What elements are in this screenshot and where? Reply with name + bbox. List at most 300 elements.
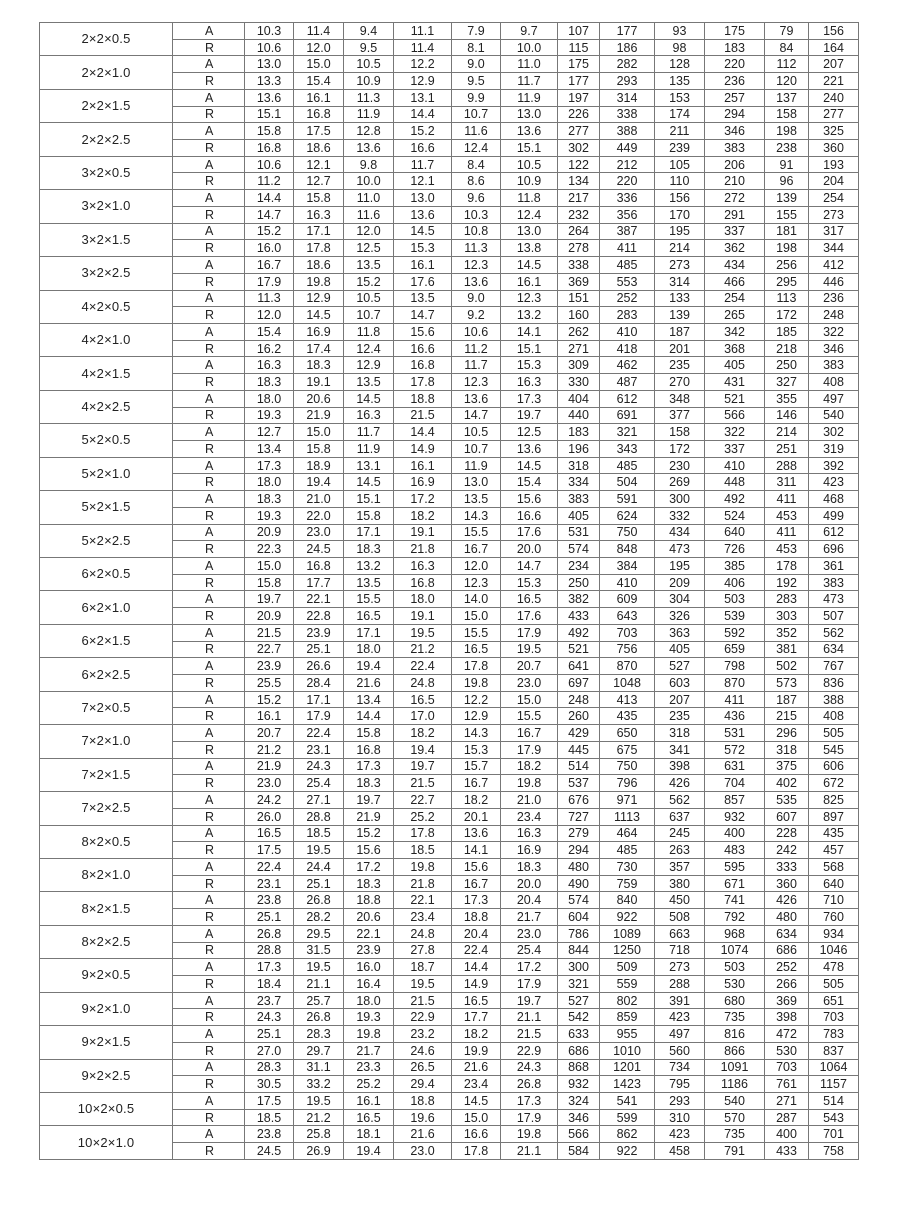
value-cell: 363 bbox=[655, 624, 705, 641]
value-cell: 12.3 bbox=[501, 290, 558, 307]
value-cell: 23.9 bbox=[245, 658, 294, 675]
value-cell: 17.2 bbox=[344, 858, 394, 875]
value-cell: 27.1 bbox=[294, 792, 344, 809]
value-cell: 16.9 bbox=[294, 323, 344, 340]
size-cell: 3×2×2.5 bbox=[40, 257, 173, 290]
value-cell: 318 bbox=[765, 741, 809, 758]
value-cell: 25.1 bbox=[245, 1026, 294, 1043]
value-cell: 14.9 bbox=[452, 975, 501, 992]
data-table bbox=[39, 22, 859, 1160]
table-row bbox=[40, 1126, 859, 1143]
value-cell: 23.8 bbox=[245, 892, 294, 909]
value-cell: 21.7 bbox=[344, 1042, 394, 1059]
value-cell: 17.7 bbox=[452, 1009, 501, 1026]
mode-cell: R bbox=[173, 507, 245, 524]
value-cell: 11.3 bbox=[452, 240, 501, 257]
value-cell: 201 bbox=[655, 340, 705, 357]
value-cell: 750 bbox=[600, 758, 655, 775]
value-cell: 134 bbox=[558, 173, 600, 190]
value-cell: 15.6 bbox=[394, 323, 452, 340]
value-cell: 18.8 bbox=[394, 390, 452, 407]
value-cell: 183 bbox=[558, 424, 600, 441]
value-cell: 25.2 bbox=[344, 1076, 394, 1093]
value-cell: 624 bbox=[600, 507, 655, 524]
value-cell: 23.4 bbox=[394, 909, 452, 926]
value-cell: 271 bbox=[765, 1093, 809, 1110]
value-cell: 254 bbox=[809, 190, 859, 207]
value-cell: 18.2 bbox=[394, 507, 452, 524]
value-cell: 23.1 bbox=[294, 741, 344, 758]
value-cell: 17.3 bbox=[452, 892, 501, 909]
value-cell: 13.3 bbox=[245, 73, 294, 90]
value-cell: 18.0 bbox=[344, 992, 394, 1009]
value-cell: 15.5 bbox=[344, 591, 394, 608]
table-row bbox=[40, 23, 859, 40]
value-cell: 269 bbox=[655, 474, 705, 491]
value-cell: 17.5 bbox=[294, 123, 344, 140]
value-cell: 22.4 bbox=[452, 942, 501, 959]
value-cell: 388 bbox=[600, 123, 655, 140]
value-cell: 24.5 bbox=[294, 541, 344, 558]
value-cell: 934 bbox=[809, 925, 859, 942]
value-cell: 317 bbox=[809, 223, 859, 240]
value-cell: 115 bbox=[558, 39, 600, 56]
value-cell: 15.1 bbox=[344, 491, 394, 508]
mode-cell: R bbox=[173, 173, 245, 190]
value-cell: 15.3 bbox=[501, 574, 558, 591]
value-cell: 786 bbox=[558, 925, 600, 942]
value-cell: 20.1 bbox=[452, 808, 501, 825]
value-cell: 603 bbox=[655, 675, 705, 692]
value-cell: 11.4 bbox=[294, 23, 344, 40]
value-cell: 18.0 bbox=[344, 641, 394, 658]
value-cell: 22.1 bbox=[344, 925, 394, 942]
value-cell: 303 bbox=[765, 608, 809, 625]
value-cell: 14.5 bbox=[344, 390, 394, 407]
value-cell: 607 bbox=[765, 808, 809, 825]
value-cell: 566 bbox=[705, 407, 765, 424]
value-cell: 631 bbox=[705, 758, 765, 775]
value-cell: 641 bbox=[558, 658, 600, 675]
value-cell: 177 bbox=[600, 23, 655, 40]
value-cell: 19.1 bbox=[394, 608, 452, 625]
value-cell: 11.2 bbox=[245, 173, 294, 190]
value-cell: 9.0 bbox=[452, 56, 501, 73]
value-cell: 25.4 bbox=[501, 942, 558, 959]
value-cell: 423 bbox=[655, 1126, 705, 1143]
value-cell: 22.4 bbox=[294, 725, 344, 742]
value-cell: 28.8 bbox=[294, 808, 344, 825]
value-cell: 271 bbox=[558, 340, 600, 357]
value-cell: 539 bbox=[705, 608, 765, 625]
mode-cell: A bbox=[173, 357, 245, 374]
size-cell: 9×2×0.5 bbox=[40, 959, 173, 992]
value-cell: 20.7 bbox=[245, 725, 294, 742]
value-cell: 485 bbox=[600, 257, 655, 274]
size-cell: 8×2×1.5 bbox=[40, 892, 173, 925]
value-cell: 10.9 bbox=[501, 173, 558, 190]
value-cell: 314 bbox=[600, 89, 655, 106]
value-cell: 431 bbox=[705, 374, 765, 391]
value-cell: 13.6 bbox=[452, 390, 501, 407]
value-cell: 11.8 bbox=[501, 190, 558, 207]
mode-cell: A bbox=[173, 1059, 245, 1076]
mode-cell: A bbox=[173, 89, 245, 106]
value-cell: 31.5 bbox=[294, 942, 344, 959]
value-cell: 11.7 bbox=[344, 424, 394, 441]
value-cell: 11.4 bbox=[394, 39, 452, 56]
value-cell: 21.6 bbox=[452, 1059, 501, 1076]
table-row bbox=[40, 123, 859, 140]
value-cell: 446 bbox=[809, 273, 859, 290]
value-cell: 398 bbox=[655, 758, 705, 775]
value-cell: 215 bbox=[765, 708, 809, 725]
value-cell: 23.0 bbox=[501, 925, 558, 942]
value-cell: 17.6 bbox=[501, 608, 558, 625]
value-cell: 13.6 bbox=[452, 273, 501, 290]
mode-cell: R bbox=[173, 1042, 245, 1059]
value-cell: 18.2 bbox=[394, 725, 452, 742]
value-cell: 14.4 bbox=[394, 106, 452, 123]
value-cell: 504 bbox=[600, 474, 655, 491]
value-cell: 25.5 bbox=[245, 675, 294, 692]
value-cell: 573 bbox=[765, 675, 809, 692]
value-cell: 19.4 bbox=[344, 658, 394, 675]
value-cell: 12.9 bbox=[452, 708, 501, 725]
value-cell: 710 bbox=[809, 892, 859, 909]
table-row bbox=[40, 56, 859, 73]
value-cell: 15.3 bbox=[501, 357, 558, 374]
size-cell: 9×2×1.5 bbox=[40, 1026, 173, 1059]
value-cell: 718 bbox=[655, 942, 705, 959]
value-cell: 20.9 bbox=[245, 524, 294, 541]
value-cell: 686 bbox=[765, 942, 809, 959]
value-cell: 21.5 bbox=[394, 775, 452, 792]
value-cell: 14.1 bbox=[452, 842, 501, 859]
value-cell: 28.2 bbox=[294, 909, 344, 926]
value-cell: 12.7 bbox=[294, 173, 344, 190]
value-cell: 16.3 bbox=[501, 825, 558, 842]
value-cell: 473 bbox=[809, 591, 859, 608]
value-cell: 17.5 bbox=[245, 1093, 294, 1110]
value-cell: 566 bbox=[558, 1126, 600, 1143]
value-cell: 412 bbox=[809, 257, 859, 274]
value-cell: 185 bbox=[765, 323, 809, 340]
value-cell: 825 bbox=[809, 792, 859, 809]
mode-cell: A bbox=[173, 156, 245, 173]
value-cell: 457 bbox=[809, 842, 859, 859]
table-row bbox=[40, 390, 859, 407]
table-row bbox=[40, 925, 859, 942]
value-cell: 735 bbox=[705, 1126, 765, 1143]
size-cell: 6×2×1.5 bbox=[40, 624, 173, 657]
value-cell: 24.4 bbox=[294, 858, 344, 875]
value-cell: 16.8 bbox=[294, 558, 344, 575]
mode-cell: A bbox=[173, 624, 245, 641]
mode-cell: A bbox=[173, 959, 245, 976]
value-cell: 10.7 bbox=[344, 307, 394, 324]
value-cell: 17.3 bbox=[245, 959, 294, 976]
value-cell: 12.0 bbox=[452, 558, 501, 575]
value-cell: 9.2 bbox=[452, 307, 501, 324]
value-cell: 21.5 bbox=[245, 624, 294, 641]
value-cell: 17.8 bbox=[452, 658, 501, 675]
value-cell: 17.9 bbox=[245, 273, 294, 290]
value-cell: 19.6 bbox=[394, 1109, 452, 1126]
value-cell: 377 bbox=[655, 407, 705, 424]
value-cell: 10.6 bbox=[245, 39, 294, 56]
value-cell: 17.0 bbox=[394, 708, 452, 725]
value-cell: 429 bbox=[558, 725, 600, 742]
value-cell: 23.4 bbox=[501, 808, 558, 825]
mode-cell: A bbox=[173, 56, 245, 73]
value-cell: 16.8 bbox=[294, 106, 344, 123]
value-cell: 932 bbox=[705, 808, 765, 825]
value-cell: 514 bbox=[809, 1093, 859, 1110]
value-cell: 562 bbox=[809, 624, 859, 641]
value-cell: 507 bbox=[809, 608, 859, 625]
value-cell: 383 bbox=[558, 491, 600, 508]
mode-cell: R bbox=[173, 808, 245, 825]
value-cell: 791 bbox=[705, 1143, 765, 1160]
value-cell: 17.3 bbox=[344, 758, 394, 775]
value-cell: 485 bbox=[600, 842, 655, 859]
value-cell: 400 bbox=[705, 825, 765, 842]
value-cell: 15.5 bbox=[452, 524, 501, 541]
value-cell: 135 bbox=[655, 73, 705, 90]
value-cell: 362 bbox=[705, 240, 765, 257]
value-cell: 158 bbox=[655, 424, 705, 441]
value-cell: 287 bbox=[765, 1109, 809, 1126]
value-cell: 13.5 bbox=[344, 374, 394, 391]
value-cell: 324 bbox=[558, 1093, 600, 1110]
value-cell: 357 bbox=[655, 858, 705, 875]
size-cell: 2×2×1.0 bbox=[40, 56, 173, 89]
value-cell: 704 bbox=[705, 775, 765, 792]
table-row bbox=[40, 591, 859, 608]
value-cell: 676 bbox=[558, 792, 600, 809]
value-cell: 671 bbox=[705, 875, 765, 892]
value-cell: 675 bbox=[600, 741, 655, 758]
value-cell: 21.9 bbox=[344, 808, 394, 825]
value-cell: 16.8 bbox=[245, 140, 294, 157]
value-cell: 156 bbox=[809, 23, 859, 40]
value-cell: 11.0 bbox=[344, 190, 394, 207]
value-cell: 18.8 bbox=[344, 892, 394, 909]
value-cell: 13.5 bbox=[344, 257, 394, 274]
value-cell: 29.4 bbox=[394, 1076, 452, 1093]
value-cell: 368 bbox=[705, 340, 765, 357]
value-cell: 25.1 bbox=[294, 875, 344, 892]
value-cell: 250 bbox=[765, 357, 809, 374]
value-cell: 14.4 bbox=[344, 708, 394, 725]
table-row bbox=[40, 858, 859, 875]
value-cell: 426 bbox=[765, 892, 809, 909]
value-cell: 897 bbox=[809, 808, 859, 825]
value-cell: 26.0 bbox=[245, 808, 294, 825]
value-cell: 633 bbox=[558, 1026, 600, 1043]
value-cell: 98 bbox=[655, 39, 705, 56]
value-cell: 187 bbox=[655, 323, 705, 340]
value-cell: 1064 bbox=[809, 1059, 859, 1076]
value-cell: 22.7 bbox=[394, 792, 452, 809]
value-cell: 15.3 bbox=[394, 240, 452, 257]
value-cell: 33.2 bbox=[294, 1076, 344, 1093]
value-cell: 15.7 bbox=[452, 758, 501, 775]
value-cell: 14.5 bbox=[452, 1093, 501, 1110]
value-cell: 759 bbox=[600, 875, 655, 892]
value-cell: 435 bbox=[809, 825, 859, 842]
value-cell: 326 bbox=[655, 608, 705, 625]
value-cell: 239 bbox=[655, 140, 705, 157]
value-cell: 28.3 bbox=[294, 1026, 344, 1043]
mode-cell: R bbox=[173, 1143, 245, 1160]
value-cell: 540 bbox=[809, 407, 859, 424]
value-cell: 177 bbox=[558, 73, 600, 90]
value-cell: 574 bbox=[558, 892, 600, 909]
value-cell: 14.5 bbox=[294, 307, 344, 324]
value-cell: 133 bbox=[655, 290, 705, 307]
value-cell: 26.8 bbox=[245, 925, 294, 942]
mode-cell: A bbox=[173, 457, 245, 474]
value-cell: 16.6 bbox=[501, 507, 558, 524]
value-cell: 15.8 bbox=[294, 440, 344, 457]
value-cell: 410 bbox=[705, 457, 765, 474]
table-row bbox=[40, 1093, 859, 1110]
value-cell: 508 bbox=[655, 909, 705, 926]
value-cell: 15.6 bbox=[452, 858, 501, 875]
value-cell: 293 bbox=[655, 1093, 705, 1110]
value-cell: 20.7 bbox=[501, 658, 558, 675]
value-cell: 207 bbox=[809, 56, 859, 73]
value-cell: 23.0 bbox=[501, 675, 558, 692]
value-cell: 9.0 bbox=[452, 290, 501, 307]
value-cell: 266 bbox=[765, 975, 809, 992]
value-cell: 27.8 bbox=[394, 942, 452, 959]
value-cell: 24.3 bbox=[501, 1059, 558, 1076]
table-row bbox=[40, 792, 859, 809]
value-cell: 391 bbox=[655, 992, 705, 1009]
value-cell: 375 bbox=[765, 758, 809, 775]
value-cell: 314 bbox=[655, 273, 705, 290]
value-cell: 234 bbox=[558, 558, 600, 575]
value-cell: 15.0 bbox=[294, 424, 344, 441]
value-cell: 17.1 bbox=[344, 624, 394, 641]
value-cell: 591 bbox=[600, 491, 655, 508]
value-cell: 634 bbox=[809, 641, 859, 658]
value-cell: 562 bbox=[655, 792, 705, 809]
mode-cell: R bbox=[173, 106, 245, 123]
value-cell: 13.0 bbox=[452, 474, 501, 491]
size-cell: 4×2×0.5 bbox=[40, 290, 173, 323]
value-cell: 248 bbox=[809, 307, 859, 324]
value-cell: 343 bbox=[600, 440, 655, 457]
value-cell: 214 bbox=[655, 240, 705, 257]
value-cell: 16.8 bbox=[394, 357, 452, 374]
value-cell: 568 bbox=[809, 858, 859, 875]
value-cell: 527 bbox=[558, 992, 600, 1009]
value-cell: 19.5 bbox=[501, 641, 558, 658]
value-cell: 473 bbox=[655, 541, 705, 558]
value-cell: 17.1 bbox=[344, 524, 394, 541]
value-cell: 321 bbox=[600, 424, 655, 441]
value-cell: 16.5 bbox=[501, 591, 558, 608]
value-cell: 283 bbox=[765, 591, 809, 608]
value-cell: 14.5 bbox=[501, 257, 558, 274]
value-cell: 21.6 bbox=[394, 1126, 452, 1143]
value-cell: 697 bbox=[558, 675, 600, 692]
value-cell: 10.6 bbox=[452, 323, 501, 340]
value-cell: 423 bbox=[655, 1009, 705, 1026]
value-cell: 236 bbox=[705, 73, 765, 90]
value-cell: 322 bbox=[705, 424, 765, 441]
value-cell: 19.5 bbox=[294, 1093, 344, 1110]
value-cell: 701 bbox=[809, 1126, 859, 1143]
size-cell: 4×2×1.5 bbox=[40, 357, 173, 390]
value-cell: 410 bbox=[600, 574, 655, 591]
value-cell: 15.8 bbox=[245, 123, 294, 140]
value-cell: 727 bbox=[558, 808, 600, 825]
value-cell: 19.7 bbox=[501, 992, 558, 1009]
value-cell: 23.0 bbox=[394, 1143, 452, 1160]
value-cell: 19.4 bbox=[394, 741, 452, 758]
value-cell: 12.1 bbox=[394, 173, 452, 190]
value-cell: 12.2 bbox=[394, 56, 452, 73]
value-cell: 20.6 bbox=[294, 390, 344, 407]
value-cell: 18.5 bbox=[294, 825, 344, 842]
value-cell: 848 bbox=[600, 541, 655, 558]
value-cell: 10.8 bbox=[452, 223, 501, 240]
value-cell: 440 bbox=[558, 407, 600, 424]
value-cell: 265 bbox=[705, 307, 765, 324]
value-cell: 503 bbox=[705, 959, 765, 976]
value-cell: 599 bbox=[600, 1109, 655, 1126]
value-cell: 659 bbox=[705, 641, 765, 658]
value-cell: 300 bbox=[655, 491, 705, 508]
value-cell: 18.5 bbox=[245, 1109, 294, 1126]
mode-cell: A bbox=[173, 992, 245, 1009]
value-cell: 10.0 bbox=[344, 173, 394, 190]
value-cell: 214 bbox=[765, 424, 809, 441]
table-row bbox=[40, 1026, 859, 1043]
value-cell: 12.3 bbox=[452, 574, 501, 591]
value-cell: 18.7 bbox=[394, 959, 452, 976]
value-cell: 19.7 bbox=[394, 758, 452, 775]
value-cell: 291 bbox=[705, 206, 765, 223]
value-cell: 21.9 bbox=[294, 407, 344, 424]
value-cell: 15.2 bbox=[344, 825, 394, 842]
value-cell: 318 bbox=[655, 725, 705, 742]
value-cell: 13.5 bbox=[394, 290, 452, 307]
value-cell: 20.4 bbox=[452, 925, 501, 942]
value-cell: 28.8 bbox=[245, 942, 294, 959]
value-cell: 273 bbox=[655, 257, 705, 274]
value-cell: 798 bbox=[705, 658, 765, 675]
value-cell: 24.3 bbox=[245, 1009, 294, 1026]
table-row bbox=[40, 992, 859, 1009]
value-cell: 870 bbox=[600, 658, 655, 675]
value-cell: 25.1 bbox=[294, 641, 344, 658]
value-cell: 16.5 bbox=[452, 641, 501, 658]
value-cell: 18.3 bbox=[245, 491, 294, 508]
value-cell: 24.6 bbox=[394, 1042, 452, 1059]
value-cell: 139 bbox=[765, 190, 809, 207]
value-cell: 480 bbox=[765, 909, 809, 926]
value-cell: 1201 bbox=[600, 1059, 655, 1076]
mode-cell: A bbox=[173, 1093, 245, 1110]
value-cell: 198 bbox=[765, 240, 809, 257]
value-cell: 146 bbox=[765, 407, 809, 424]
